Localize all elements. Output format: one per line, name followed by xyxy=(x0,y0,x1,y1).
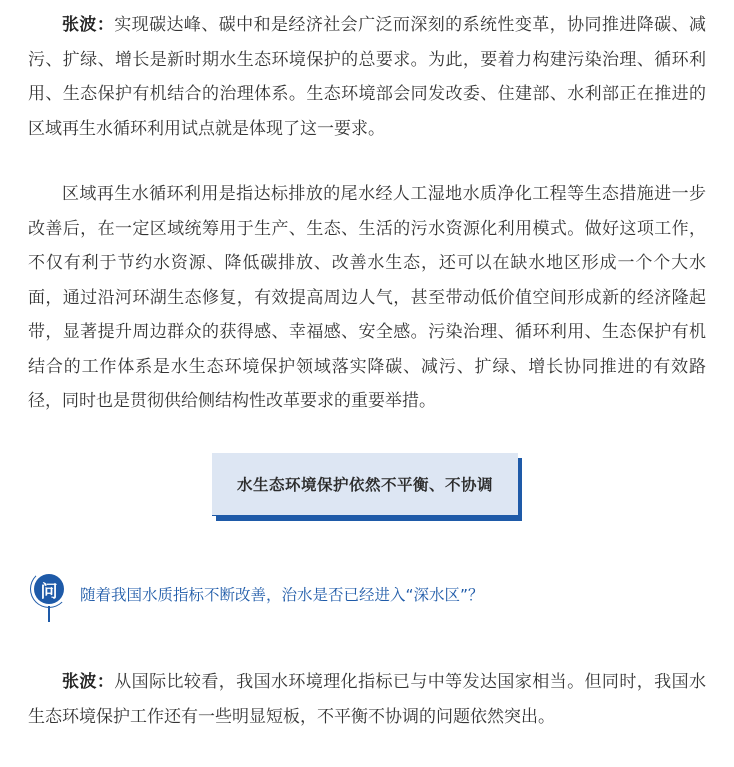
question-text: 随着我国水质指标不断改善，治水是否已经进入“深水区”？ xyxy=(80,586,484,604)
paragraph-text: 从国际比较看，我国水环境理化指标已与中等发达国家相当。但同时，我国水生态环境保护工作还有一些明显短板，不平衡不协调的问题依然突出。 xyxy=(28,672,706,727)
section-heading-box xyxy=(212,453,518,516)
paragraph-text: 实现碳达峰、碳中和是经济社会广泛而深刻的系统性变革，协同推进降碳、减污、扩绿、增长是新时期水生态环境保护的总要求。为此，要着力构建污染治理、循环利用、生态保护有机结合的治理体系。生态环境部会同发改委、住建部、水利部正在推进的区域再生水循环利用试点就是体现了这一要求。 xyxy=(28,15,706,139)
speaker-label: 张波： xyxy=(62,15,115,35)
question-line-decoration xyxy=(48,606,50,622)
answer-paragraph-2 xyxy=(28,177,706,419)
question-block xyxy=(30,570,710,625)
paragraph-text: 区域再生水循环利用是指达标排放的尾水经人工湿地水质净化工程等生态措施进一步改善后，在一定区域统筹用于生产、生态、生活的污水资源化利用模式。做好这项工作，不仅有利于节约水资源、降低碳排放、改善水生态，还可以在缺水地区形成一个个大水面，通过沿河环湖生态修复，有效提高周边人气，甚至带动低价值空间形成新的经济隆起带，显著提升周边群众的获得感、幸福感、安全感。污染治理、循环利用、生态保护有机结合的工作体系是水生态环境保护领域落实降碳、减污、扩绿、增长协同推进的有效路径，同时也是贯彻供给侧结构性改革要求的重要举措。 xyxy=(28,184,706,411)
speaker-label: 张波： xyxy=(62,672,115,692)
answer-paragraph-3 xyxy=(28,665,706,734)
section-heading: 水生态环境保护依然不平衡、不协调 xyxy=(236,476,493,494)
answer-paragraph-1 xyxy=(28,8,706,146)
question-icon: 问 xyxy=(34,574,64,604)
